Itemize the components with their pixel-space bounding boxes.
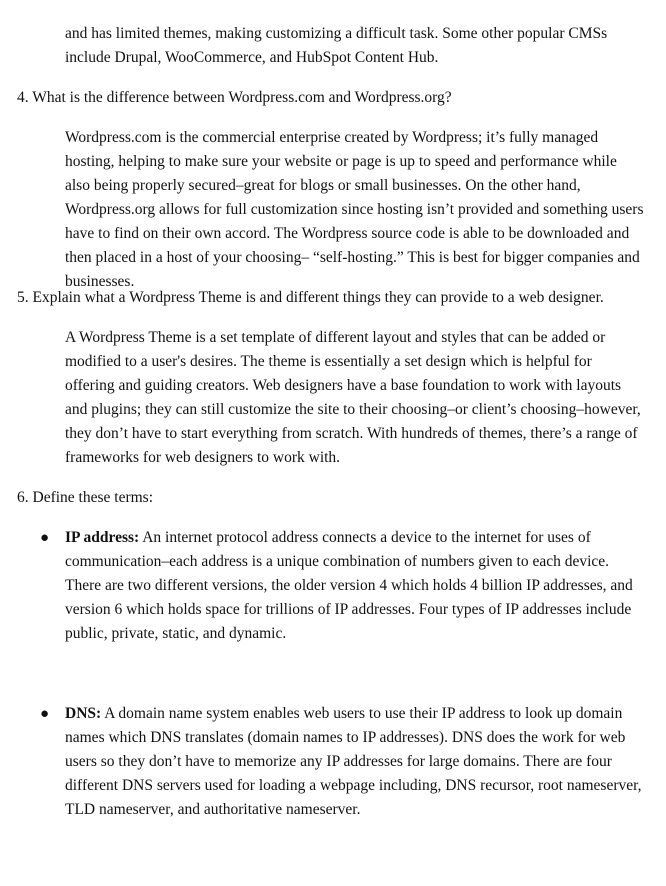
term-label: DNS: [65, 705, 102, 722]
answer-4: Wordpress.com is the commercial enterprise created by Wordpress; it’s fully managed hosting, helping to make sure your website or page is up to speed and performance while also being properly secured–great for blogs or small businesses. On the other hand, Wordpress.org allows for full customization since hosting isn’t provided and something users have to find on their own accord. The Wordpress source code is able to be downloaded and then placed in a host of your choosing– “self-hosting.” This is best for bigger companies and businesses. [65, 129, 644, 290]
bullet-icon: ● [40, 706, 50, 722]
bullet-icon: ● [40, 530, 50, 546]
term-definition-text [65, 526, 645, 646]
question-4: 4. What is the difference between Wordpress.com and Wordpress.org? [17, 89, 452, 106]
intro-paragraph: and has limited themes, making customizing a difficult task. Some other popular CMSs include Drupal, WooCommerce, and HubSpot Content Hub. [65, 25, 608, 66]
term-definition: An internet protocol address connects a device to the internet for uses of communication–each address is a unique combination of numbers given to each device. There are two different versions, the older version 4 which holds 4 billion IP addresses, and version 6 which holds space for trillions of IP addresses. Four types of IP addresses include public, private, static, and dynamic. [65, 529, 633, 642]
answer-5: A Wordpress Theme is a set template of different layout and styles that can be added or modified to a user's desires. The theme is essentially a set design which is helpful for offering and guiding creators. Web designers have a base foundation to work with layouts and plugins; they can still customize the site to their choosing–or client’s choosing–however, they don’t have to start everything from scratch. With hundreds of themes, there’s a range of frameworks for web designers to work with. [65, 329, 641, 466]
term-label: IP address: [65, 529, 140, 546]
question-6: 6. Define these terms: [17, 489, 154, 506]
term-definition: A domain name system enables web users to use their IP address to look up domain names which DNS translates (domain names to IP addresses). DNS does the work for web users so they don’t have to memorize any IP addresses for large domains. There are four different DNS servers used for loading a webpage including, DNS recursor, root nameserver, TLD nameserver, and authoritative nameserver. [65, 705, 642, 818]
term-definition-text [65, 702, 645, 822]
question-5: 5. Explain what a Wordpress Theme is and different things they can provide to a web designer. [17, 289, 604, 306]
